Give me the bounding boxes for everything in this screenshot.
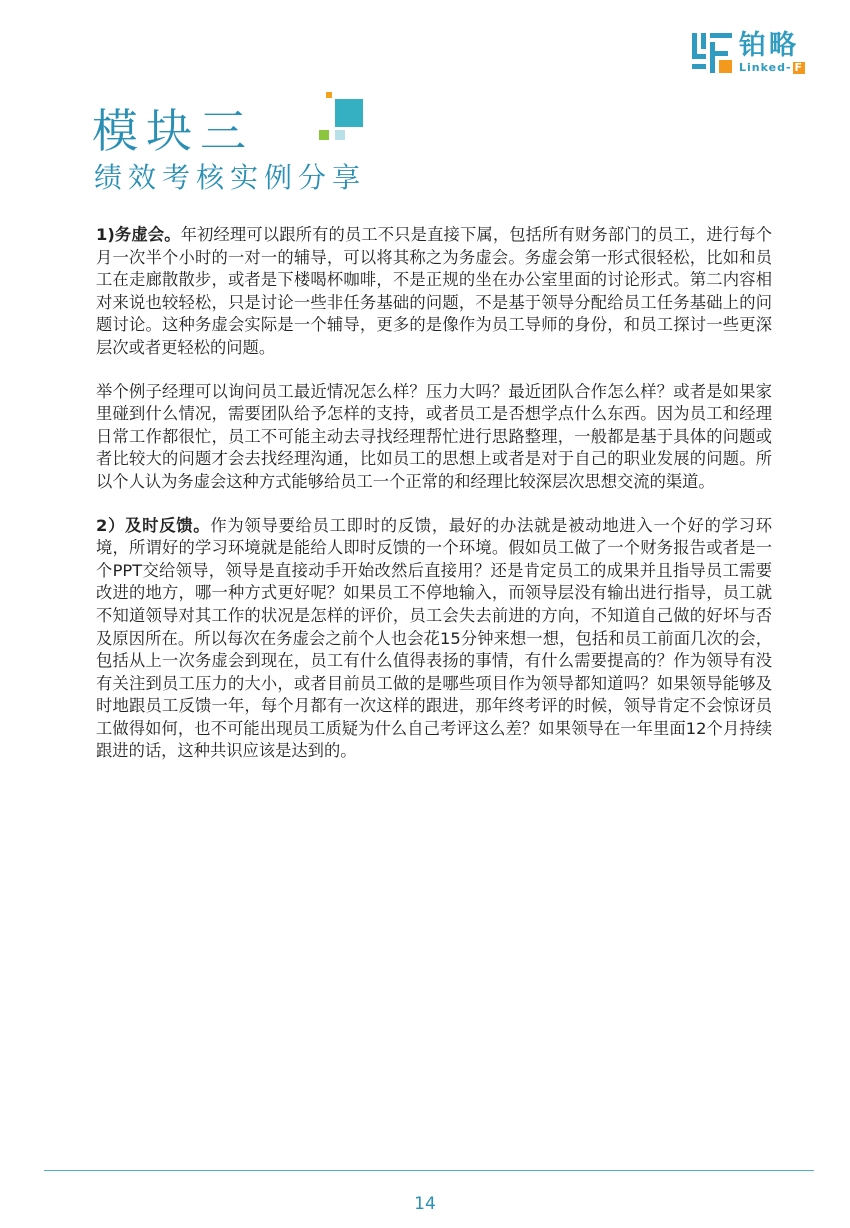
paragraph-1-text: 年初经理可以跟所有的员工不只是直接下属，包括所有财务部门的员工，进行每个月一次半个小时的一对一的辅导，可以将其称之为务虚会。务虚会第一形式很轻松，比如和员工在走廊散散步，或者是下楼喝杯咖啡，不是正规的坐在办公室里面的讨论形式。第二内容相对来说也较轻松，只是讨论一些非任务基础的问题，不是基于领导分配给员工任务基础上的问题讨论。这种务虚会实际是一个辅导，更多的是像作为员工导师的身份，和员工探讨一些更深层次或者更轻松的问题。 bbox=[96, 225, 772, 357]
page-title: 模块三 bbox=[92, 104, 254, 158]
footer-divider bbox=[44, 1170, 814, 1171]
paragraph-1 bbox=[96, 224, 772, 360]
logo-mark-icon bbox=[692, 33, 732, 73]
paragraph-1-lead: 1)务虚会。 bbox=[96, 225, 181, 244]
logo-english-name bbox=[739, 62, 805, 74]
paragraph-2-text: 举个例子经理可以询问员工最近情况怎么样？压力大吗？最近团队合作怎么样？或者是如果家里碰到什么情况，需要团队给予怎样的支持，或者员工是否想学点什么东西。因为员工和经理日常工作都很忙，员工不可能主动去寻找经理帮忙进行思路整理，一般都是基于具体的问题或者比较大的问题才会去找经理沟通，比如员工的思想上或者是对于自己的职业发展的问题。所以个人认为务虚会这种方式能够给员工一个正常的和经理比较深层次思想交流的渠道。 bbox=[96, 381, 772, 491]
paragraph-3-lead: 2）及时反馈。 bbox=[96, 515, 211, 535]
paragraph-3-text: 作为领导要给员工即时的反馈，最好的办法就是被动地进入一个好的学习环境，所谓好的学习环境就是能给人即时反馈的一个环境。假如员工做了一个财务报告或者是一个PPT交给领导，领导是直接动手开始改然后直接用？还是肯定员工的成果并且指导员工需要改进的地方，哪一种方式更好呢？如果员工不停地输入，而领导层没有输出进行指导，员工就不知道领导对其工作的状况是怎样的评价，员工会失去前进的方向，不知道自己做的好坏与否及原因所在。所以每次在务虚会之前个人也会花15分钟来想一想，包括和员工前面几次的会，包括从上一次务虚会到现在，员工有什么值得表扬的事情，有什么需要提高的？作为领导有没有关注到员工压力的大小，或者目前员工做的是哪些项目作为领导都知道吗？如果领导能够及时地跟员工反馈一年，每个月都有一次这样的跟进，那年终考评的时候，领导肯定不会惊讶员工做得如何，也不可能出现员工质疑为什么自己考评这么差？如果领导在一年里面12个月持续跟进的话，这种共识应该是达到的。 bbox=[96, 515, 772, 761]
logo-chinese-name: 铂略 bbox=[739, 30, 799, 61]
paragraph-3 bbox=[96, 515, 772, 764]
decor-square-green bbox=[319, 130, 329, 140]
logo-english-text: Linked- bbox=[739, 61, 792, 74]
paragraph-2 bbox=[96, 381, 772, 494]
body-content bbox=[96, 224, 772, 784]
page-number: 14 bbox=[414, 1194, 436, 1214]
decor-square-light bbox=[335, 130, 345, 140]
decor-square-orange bbox=[326, 92, 332, 98]
logo-english-badge: F bbox=[794, 61, 804, 74]
brand-logo bbox=[692, 30, 812, 75]
decor-square-teal bbox=[335, 99, 363, 127]
page-subtitle: 绩效考核实例分享 bbox=[94, 161, 367, 194]
